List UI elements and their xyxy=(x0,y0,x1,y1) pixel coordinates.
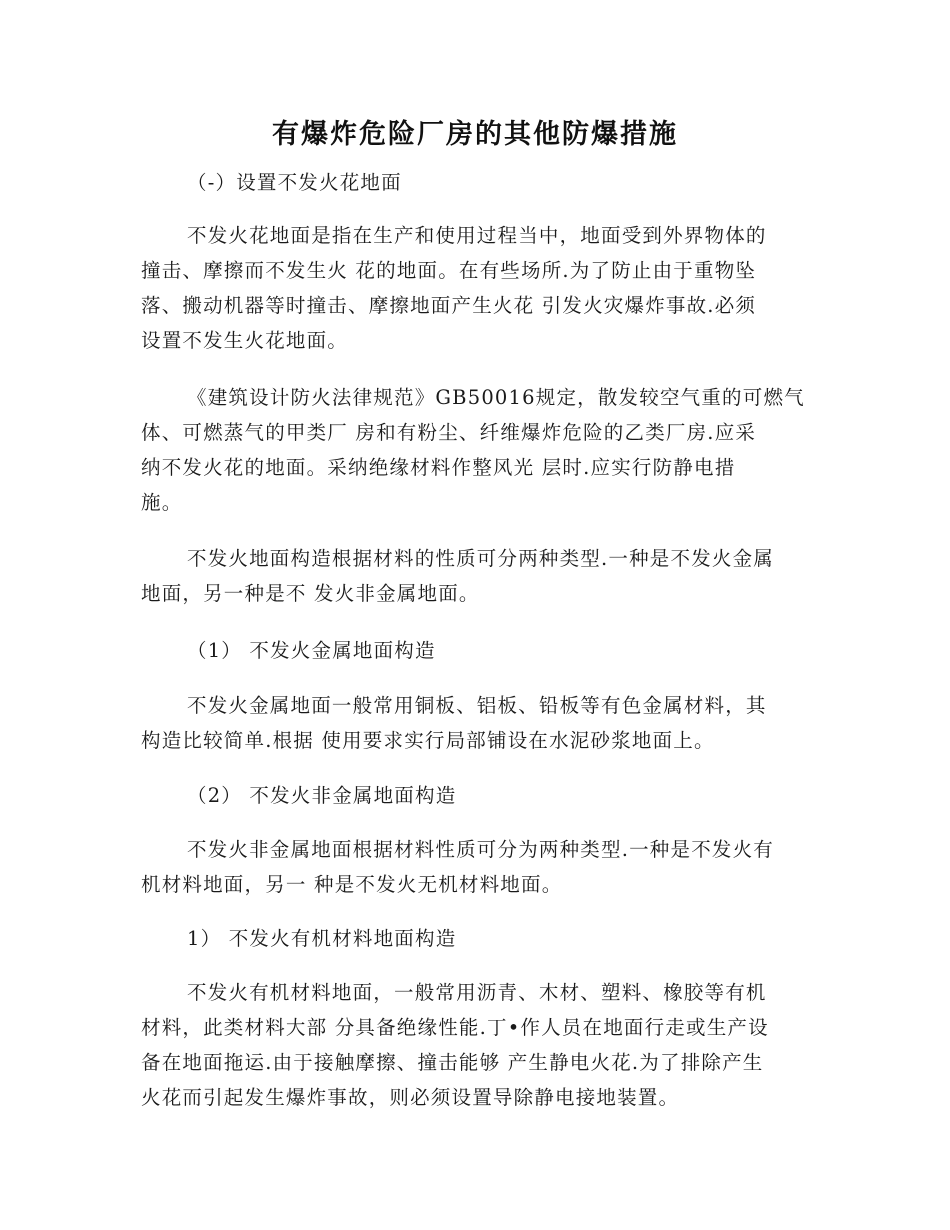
paragraph-2-line-4: 施。 xyxy=(141,491,183,514)
paragraph-3-line-1: 不发火地面构造根据材料的性质可分两种类型.一种是不发火金属 xyxy=(187,547,774,570)
section-heading-1: （-）设置不发火花地面 xyxy=(187,171,402,194)
paragraph-1-line-4: 设置不发生火花地面。 xyxy=(141,329,349,352)
paragraph-4-line-1: 不发火金属地面一般常用铜板、铝板、铅板等有色金属材料，其 xyxy=(187,694,767,717)
section-heading-2: （1） 不发火金属地面构造 xyxy=(187,639,436,662)
paragraph-1-line-1: 不发火花地面是指在生产和使用过程当中，地面受到外界物体的 xyxy=(187,224,767,247)
paragraph-5-line-2: 机材料地面，另一 种是不发火无机材料地面。 xyxy=(141,873,563,896)
paragraph-6-line-3: 备在地面拖运.由于接触摩擦、撞击能够 产生静电火花.为了排除产生 xyxy=(141,1051,764,1074)
section-heading-4: 1） 不发火有机材料地面构造 xyxy=(187,927,457,950)
document-title: 有爆炸危险厂房的其他防爆措施 xyxy=(272,119,678,150)
paragraph-5-line-1: 不发火非金属地面根据材料性质可分为两种类型.一种是不发火有 xyxy=(187,838,774,861)
paragraph-1-line-2: 撞击、摩擦而不发生火 花的地面。在有些场所.为了防止由于重物坠 xyxy=(141,259,757,282)
paragraph-1-line-3: 落、搬动机器等时撞击、摩擦地面产生火花 引发火灾爆炸事故.必须 xyxy=(141,294,757,317)
paragraph-3-line-2: 地面，另一种是不 发火非金属地面。 xyxy=(141,582,480,605)
paragraph-2-line-3: 纳不发火花的地面。采纳绝缘材料作整风光 层时.应实行防静电措 xyxy=(141,456,736,479)
section-heading-3: （2） 不发火非金属地面构造 xyxy=(187,784,457,807)
paragraph-6-line-2: 材料，此类材料大部 分具备绝缘性能.丁•作人员在地面行走或生产设 xyxy=(141,1016,769,1039)
paragraph-6-line-4: 火花而引起发生爆炸事故，则必须设置导除静电接地装置。 xyxy=(141,1086,680,1109)
paragraph-2-line-1: 《建筑设计防火法律规范》GB50016规定，散发较空气重的可燃气 xyxy=(187,386,805,409)
paragraph-2-line-2: 体、可燃蒸气的甲类厂 房和有粉尘、纤维爆炸危险的乙类厂房.应采 xyxy=(141,421,757,444)
paragraph-4-line-2: 构造比较简单.根据 使用要求实行局部铺设在水泥砂浆地面上。 xyxy=(141,729,715,752)
paragraph-6-line-1: 不发火有机材料地面，一般常用沥青、木材、塑料、橡胶等有机 xyxy=(187,981,767,1004)
